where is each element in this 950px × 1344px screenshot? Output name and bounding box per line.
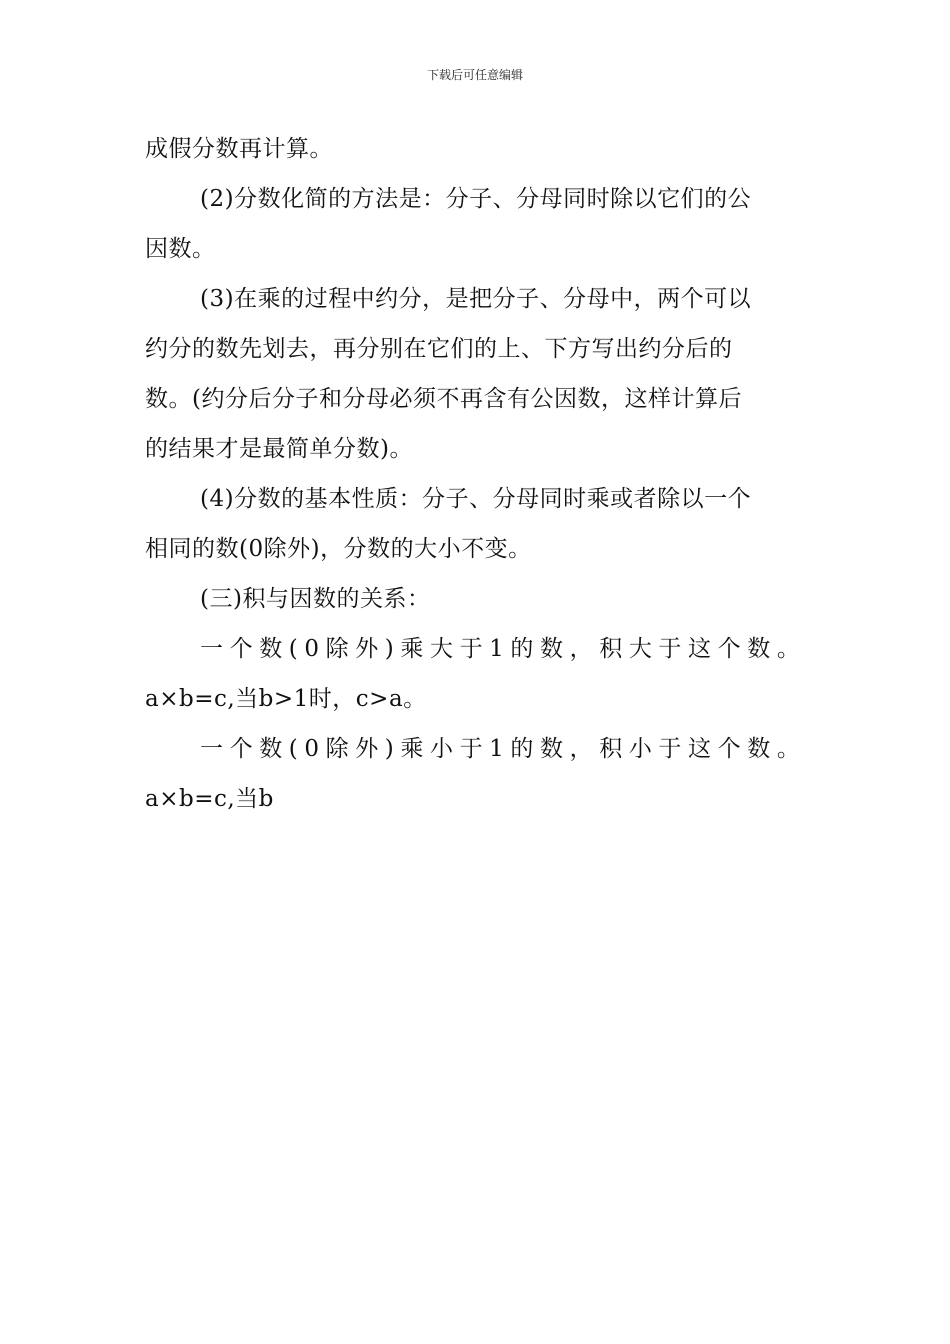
text-line: 相同的数(0除外)，分数的大小不变。: [145, 536, 532, 562]
text-line: (3)在乘的过程中约分，是把分子、分母中，两个可以: [200, 286, 752, 312]
text-line: (4)分数的基本性质：分子、分母同时乘或者除以一个: [200, 486, 752, 512]
text-line: (三)积与因数的关系：: [200, 586, 431, 612]
text-line: 数。(约分后分子和分母必须不再含有公因数，这样计算后: [145, 386, 742, 412]
text-line: 成假分数再计算。: [145, 136, 333, 162]
text-line: 的结果才是最简单分数)。: [145, 436, 413, 462]
text-line: 因数。: [145, 236, 216, 262]
text-line: 一个数(0除外)乘小于1的数，积小于这个数。: [200, 736, 807, 762]
text-line: a×b=c,当b>1时，c>a。: [145, 686, 427, 712]
text-line: 约分的数先划去，再分别在它们的上、下方写出约分后的: [145, 336, 733, 362]
text-line: a×b=c,当b: [145, 786, 274, 812]
page-header: 下载后可任意编辑: [426, 68, 523, 82]
text-line: 一个数(0除外)乘大于1的数，积大于这个数。: [200, 636, 807, 662]
text-line: (2)分数化简的方法是：分子、分母同时除以它们的公: [200, 186, 752, 212]
